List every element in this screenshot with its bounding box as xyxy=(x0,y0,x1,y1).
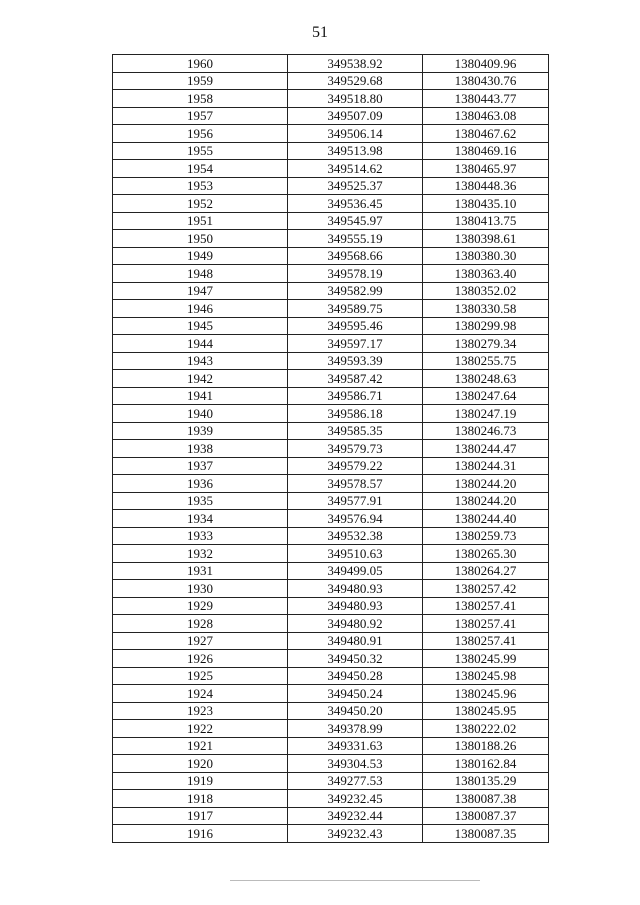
x-coordinate-cell: 349585.35 xyxy=(288,422,423,440)
table-row xyxy=(113,825,549,843)
y-coordinate-cell: 1380245.96 xyxy=(423,685,549,703)
page-number: 51 xyxy=(312,24,328,41)
y-coordinate-cell: 1380380.30 xyxy=(423,247,549,265)
y-coordinate-cell: 1380463.08 xyxy=(423,107,549,125)
x-coordinate-cell: 349595.46 xyxy=(288,317,423,335)
y-coordinate-cell: 1380265.30 xyxy=(423,545,549,563)
x-coordinate-cell: 349576.94 xyxy=(288,510,423,528)
x-coordinate-cell: 349232.45 xyxy=(288,790,423,808)
coordinates-table-body xyxy=(113,55,549,843)
x-coordinate-cell: 349579.22 xyxy=(288,457,423,475)
y-coordinate-cell: 1380087.35 xyxy=(423,825,549,843)
point-number-cell: 1924 xyxy=(113,685,288,703)
x-coordinate-cell: 349480.91 xyxy=(288,632,423,650)
x-coordinate-cell: 349586.18 xyxy=(288,405,423,423)
table-row xyxy=(113,405,549,423)
x-coordinate-cell: 349578.19 xyxy=(288,265,423,283)
x-coordinate-cell: 349232.43 xyxy=(288,825,423,843)
y-coordinate-cell: 1380467.62 xyxy=(423,125,549,143)
point-number-cell: 1932 xyxy=(113,545,288,563)
y-coordinate-cell: 1380443.77 xyxy=(423,90,549,108)
point-number-cell: 1956 xyxy=(113,125,288,143)
y-coordinate-cell: 1380398.61 xyxy=(423,230,549,248)
point-number-cell: 1954 xyxy=(113,160,288,178)
point-number-cell: 1937 xyxy=(113,457,288,475)
y-coordinate-cell: 1380465.97 xyxy=(423,160,549,178)
point-number-cell: 1942 xyxy=(113,370,288,388)
table-row xyxy=(113,107,549,125)
point-number-cell: 1940 xyxy=(113,405,288,423)
table-row xyxy=(113,615,549,633)
point-number-cell: 1951 xyxy=(113,212,288,230)
point-number-cell: 1922 xyxy=(113,720,288,738)
point-number-cell: 1938 xyxy=(113,440,288,458)
x-coordinate-cell: 349538.92 xyxy=(288,55,423,73)
table-row xyxy=(113,55,549,73)
x-coordinate-cell: 349506.14 xyxy=(288,125,423,143)
x-coordinate-cell: 349450.28 xyxy=(288,667,423,685)
y-coordinate-cell: 1380469.16 xyxy=(423,142,549,160)
point-number-cell: 1929 xyxy=(113,597,288,615)
point-number-cell: 1936 xyxy=(113,475,288,493)
y-coordinate-cell: 1380257.41 xyxy=(423,597,549,615)
point-number-cell: 1926 xyxy=(113,650,288,668)
y-coordinate-cell: 1380279.34 xyxy=(423,335,549,353)
y-coordinate-cell: 1380257.42 xyxy=(423,580,549,598)
table-row xyxy=(113,387,549,405)
x-coordinate-cell: 349578.57 xyxy=(288,475,423,493)
x-coordinate-cell: 349480.93 xyxy=(288,580,423,598)
table-row xyxy=(113,177,549,195)
table-row xyxy=(113,317,549,335)
point-number-cell: 1947 xyxy=(113,282,288,300)
y-coordinate-cell: 1380255.75 xyxy=(423,352,549,370)
y-coordinate-cell: 1380257.41 xyxy=(423,632,549,650)
table-row xyxy=(113,352,549,370)
table-row xyxy=(113,545,549,563)
point-number-cell: 1931 xyxy=(113,562,288,580)
point-number-cell: 1916 xyxy=(113,825,288,843)
y-coordinate-cell: 1380363.40 xyxy=(423,265,549,283)
table-row xyxy=(113,195,549,213)
y-coordinate-cell: 1380087.38 xyxy=(423,790,549,808)
y-coordinate-cell: 1380248.63 xyxy=(423,370,549,388)
y-coordinate-cell: 1380245.95 xyxy=(423,702,549,720)
y-coordinate-cell: 1380087.37 xyxy=(423,807,549,825)
point-number-cell: 1925 xyxy=(113,667,288,685)
point-number-cell: 1959 xyxy=(113,72,288,90)
point-number-cell: 1928 xyxy=(113,615,288,633)
y-coordinate-cell: 1380430.76 xyxy=(423,72,549,90)
point-number-cell: 1917 xyxy=(113,807,288,825)
point-number-cell: 1935 xyxy=(113,492,288,510)
x-coordinate-cell: 349304.53 xyxy=(288,755,423,773)
table-row xyxy=(113,125,549,143)
table-row xyxy=(113,685,549,703)
point-number-cell: 1945 xyxy=(113,317,288,335)
x-coordinate-cell: 349589.75 xyxy=(288,300,423,318)
y-coordinate-cell: 1380409.96 xyxy=(423,55,549,73)
y-coordinate-cell: 1380448.36 xyxy=(423,177,549,195)
x-coordinate-cell: 349507.09 xyxy=(288,107,423,125)
x-coordinate-cell: 349232.44 xyxy=(288,807,423,825)
y-coordinate-cell: 1380244.47 xyxy=(423,440,549,458)
table-row xyxy=(113,737,549,755)
y-coordinate-cell: 1380413.75 xyxy=(423,212,549,230)
x-coordinate-cell: 349536.45 xyxy=(288,195,423,213)
y-coordinate-cell: 1380222.02 xyxy=(423,720,549,738)
y-coordinate-cell: 1380264.27 xyxy=(423,562,549,580)
x-coordinate-cell: 349331.63 xyxy=(288,737,423,755)
table-row xyxy=(113,440,549,458)
x-coordinate-cell: 349586.71 xyxy=(288,387,423,405)
point-number-cell: 1918 xyxy=(113,790,288,808)
point-number-cell: 1950 xyxy=(113,230,288,248)
table-row xyxy=(113,475,549,493)
y-coordinate-cell: 1380135.29 xyxy=(423,772,549,790)
table-row xyxy=(113,527,549,545)
y-coordinate-cell: 1380259.73 xyxy=(423,527,549,545)
bottom-divider xyxy=(230,880,480,881)
x-coordinate-cell: 349568.66 xyxy=(288,247,423,265)
point-number-cell: 1944 xyxy=(113,335,288,353)
table-row xyxy=(113,492,549,510)
table-row xyxy=(113,160,549,178)
table-row xyxy=(113,300,549,318)
x-coordinate-cell: 349378.99 xyxy=(288,720,423,738)
x-coordinate-cell: 349499.05 xyxy=(288,562,423,580)
point-number-cell: 1934 xyxy=(113,510,288,528)
point-number-cell: 1933 xyxy=(113,527,288,545)
point-number-cell: 1923 xyxy=(113,702,288,720)
table-row xyxy=(113,772,549,790)
x-coordinate-cell: 349514.62 xyxy=(288,160,423,178)
point-number-cell: 1943 xyxy=(113,352,288,370)
x-coordinate-cell: 349518.80 xyxy=(288,90,423,108)
y-coordinate-cell: 1380257.41 xyxy=(423,615,549,633)
y-coordinate-cell: 1380245.98 xyxy=(423,667,549,685)
table-row xyxy=(113,457,549,475)
table-row xyxy=(113,370,549,388)
x-coordinate-cell: 349579.73 xyxy=(288,440,423,458)
point-number-cell: 1952 xyxy=(113,195,288,213)
coordinates-table xyxy=(112,54,549,843)
table-row xyxy=(113,142,549,160)
table-row xyxy=(113,580,549,598)
point-number-cell: 1930 xyxy=(113,580,288,598)
point-number-cell: 1960 xyxy=(113,55,288,73)
table-row xyxy=(113,72,549,90)
table-row xyxy=(113,720,549,738)
x-coordinate-cell: 349480.93 xyxy=(288,597,423,615)
table-row xyxy=(113,702,549,720)
x-coordinate-cell: 349450.20 xyxy=(288,702,423,720)
table-row xyxy=(113,597,549,615)
x-coordinate-cell: 349480.92 xyxy=(288,615,423,633)
table-row xyxy=(113,230,549,248)
table-row xyxy=(113,632,549,650)
table-row xyxy=(113,212,549,230)
point-number-cell: 1958 xyxy=(113,90,288,108)
y-coordinate-cell: 1380352.02 xyxy=(423,282,549,300)
point-number-cell: 1957 xyxy=(113,107,288,125)
table-row xyxy=(113,562,549,580)
y-coordinate-cell: 1380244.20 xyxy=(423,492,549,510)
y-coordinate-cell: 1380246.73 xyxy=(423,422,549,440)
point-number-cell: 1919 xyxy=(113,772,288,790)
table-row xyxy=(113,650,549,668)
table-row xyxy=(113,790,549,808)
x-coordinate-cell: 349582.99 xyxy=(288,282,423,300)
table-row xyxy=(113,247,549,265)
x-coordinate-cell: 349577.91 xyxy=(288,492,423,510)
x-coordinate-cell: 349593.39 xyxy=(288,352,423,370)
y-coordinate-cell: 1380188.26 xyxy=(423,737,549,755)
point-number-cell: 1939 xyxy=(113,422,288,440)
table-row xyxy=(113,807,549,825)
x-coordinate-cell: 349587.42 xyxy=(288,370,423,388)
table-row xyxy=(113,510,549,528)
point-number-cell: 1920 xyxy=(113,755,288,773)
table-row xyxy=(113,755,549,773)
table-row xyxy=(113,282,549,300)
x-coordinate-cell: 349513.98 xyxy=(288,142,423,160)
y-coordinate-cell: 1380244.31 xyxy=(423,457,549,475)
y-coordinate-cell: 1380247.64 xyxy=(423,387,549,405)
x-coordinate-cell: 349555.19 xyxy=(288,230,423,248)
point-number-cell: 1948 xyxy=(113,265,288,283)
x-coordinate-cell: 349277.53 xyxy=(288,772,423,790)
point-number-cell: 1921 xyxy=(113,737,288,755)
table-row xyxy=(113,422,549,440)
y-coordinate-cell: 1380162.84 xyxy=(423,755,549,773)
x-coordinate-cell: 349510.63 xyxy=(288,545,423,563)
x-coordinate-cell: 349450.24 xyxy=(288,685,423,703)
x-coordinate-cell: 349529.68 xyxy=(288,72,423,90)
point-number-cell: 1927 xyxy=(113,632,288,650)
y-coordinate-cell: 1380244.20 xyxy=(423,475,549,493)
x-coordinate-cell: 349525.37 xyxy=(288,177,423,195)
y-coordinate-cell: 1380245.99 xyxy=(423,650,549,668)
y-coordinate-cell: 1380330.58 xyxy=(423,300,549,318)
point-number-cell: 1955 xyxy=(113,142,288,160)
x-coordinate-cell: 349532.38 xyxy=(288,527,423,545)
x-coordinate-cell: 349597.17 xyxy=(288,335,423,353)
point-number-cell: 1941 xyxy=(113,387,288,405)
table-row xyxy=(113,335,549,353)
x-coordinate-cell: 349545.97 xyxy=(288,212,423,230)
table-row xyxy=(113,265,549,283)
point-number-cell: 1946 xyxy=(113,300,288,318)
point-number-cell: 1949 xyxy=(113,247,288,265)
y-coordinate-cell: 1380244.40 xyxy=(423,510,549,528)
y-coordinate-cell: 1380299.98 xyxy=(423,317,549,335)
y-coordinate-cell: 1380247.19 xyxy=(423,405,549,423)
table-row xyxy=(113,90,549,108)
x-coordinate-cell: 349450.32 xyxy=(288,650,423,668)
point-number-cell: 1953 xyxy=(113,177,288,195)
table-row xyxy=(113,667,549,685)
y-coordinate-cell: 1380435.10 xyxy=(423,195,549,213)
